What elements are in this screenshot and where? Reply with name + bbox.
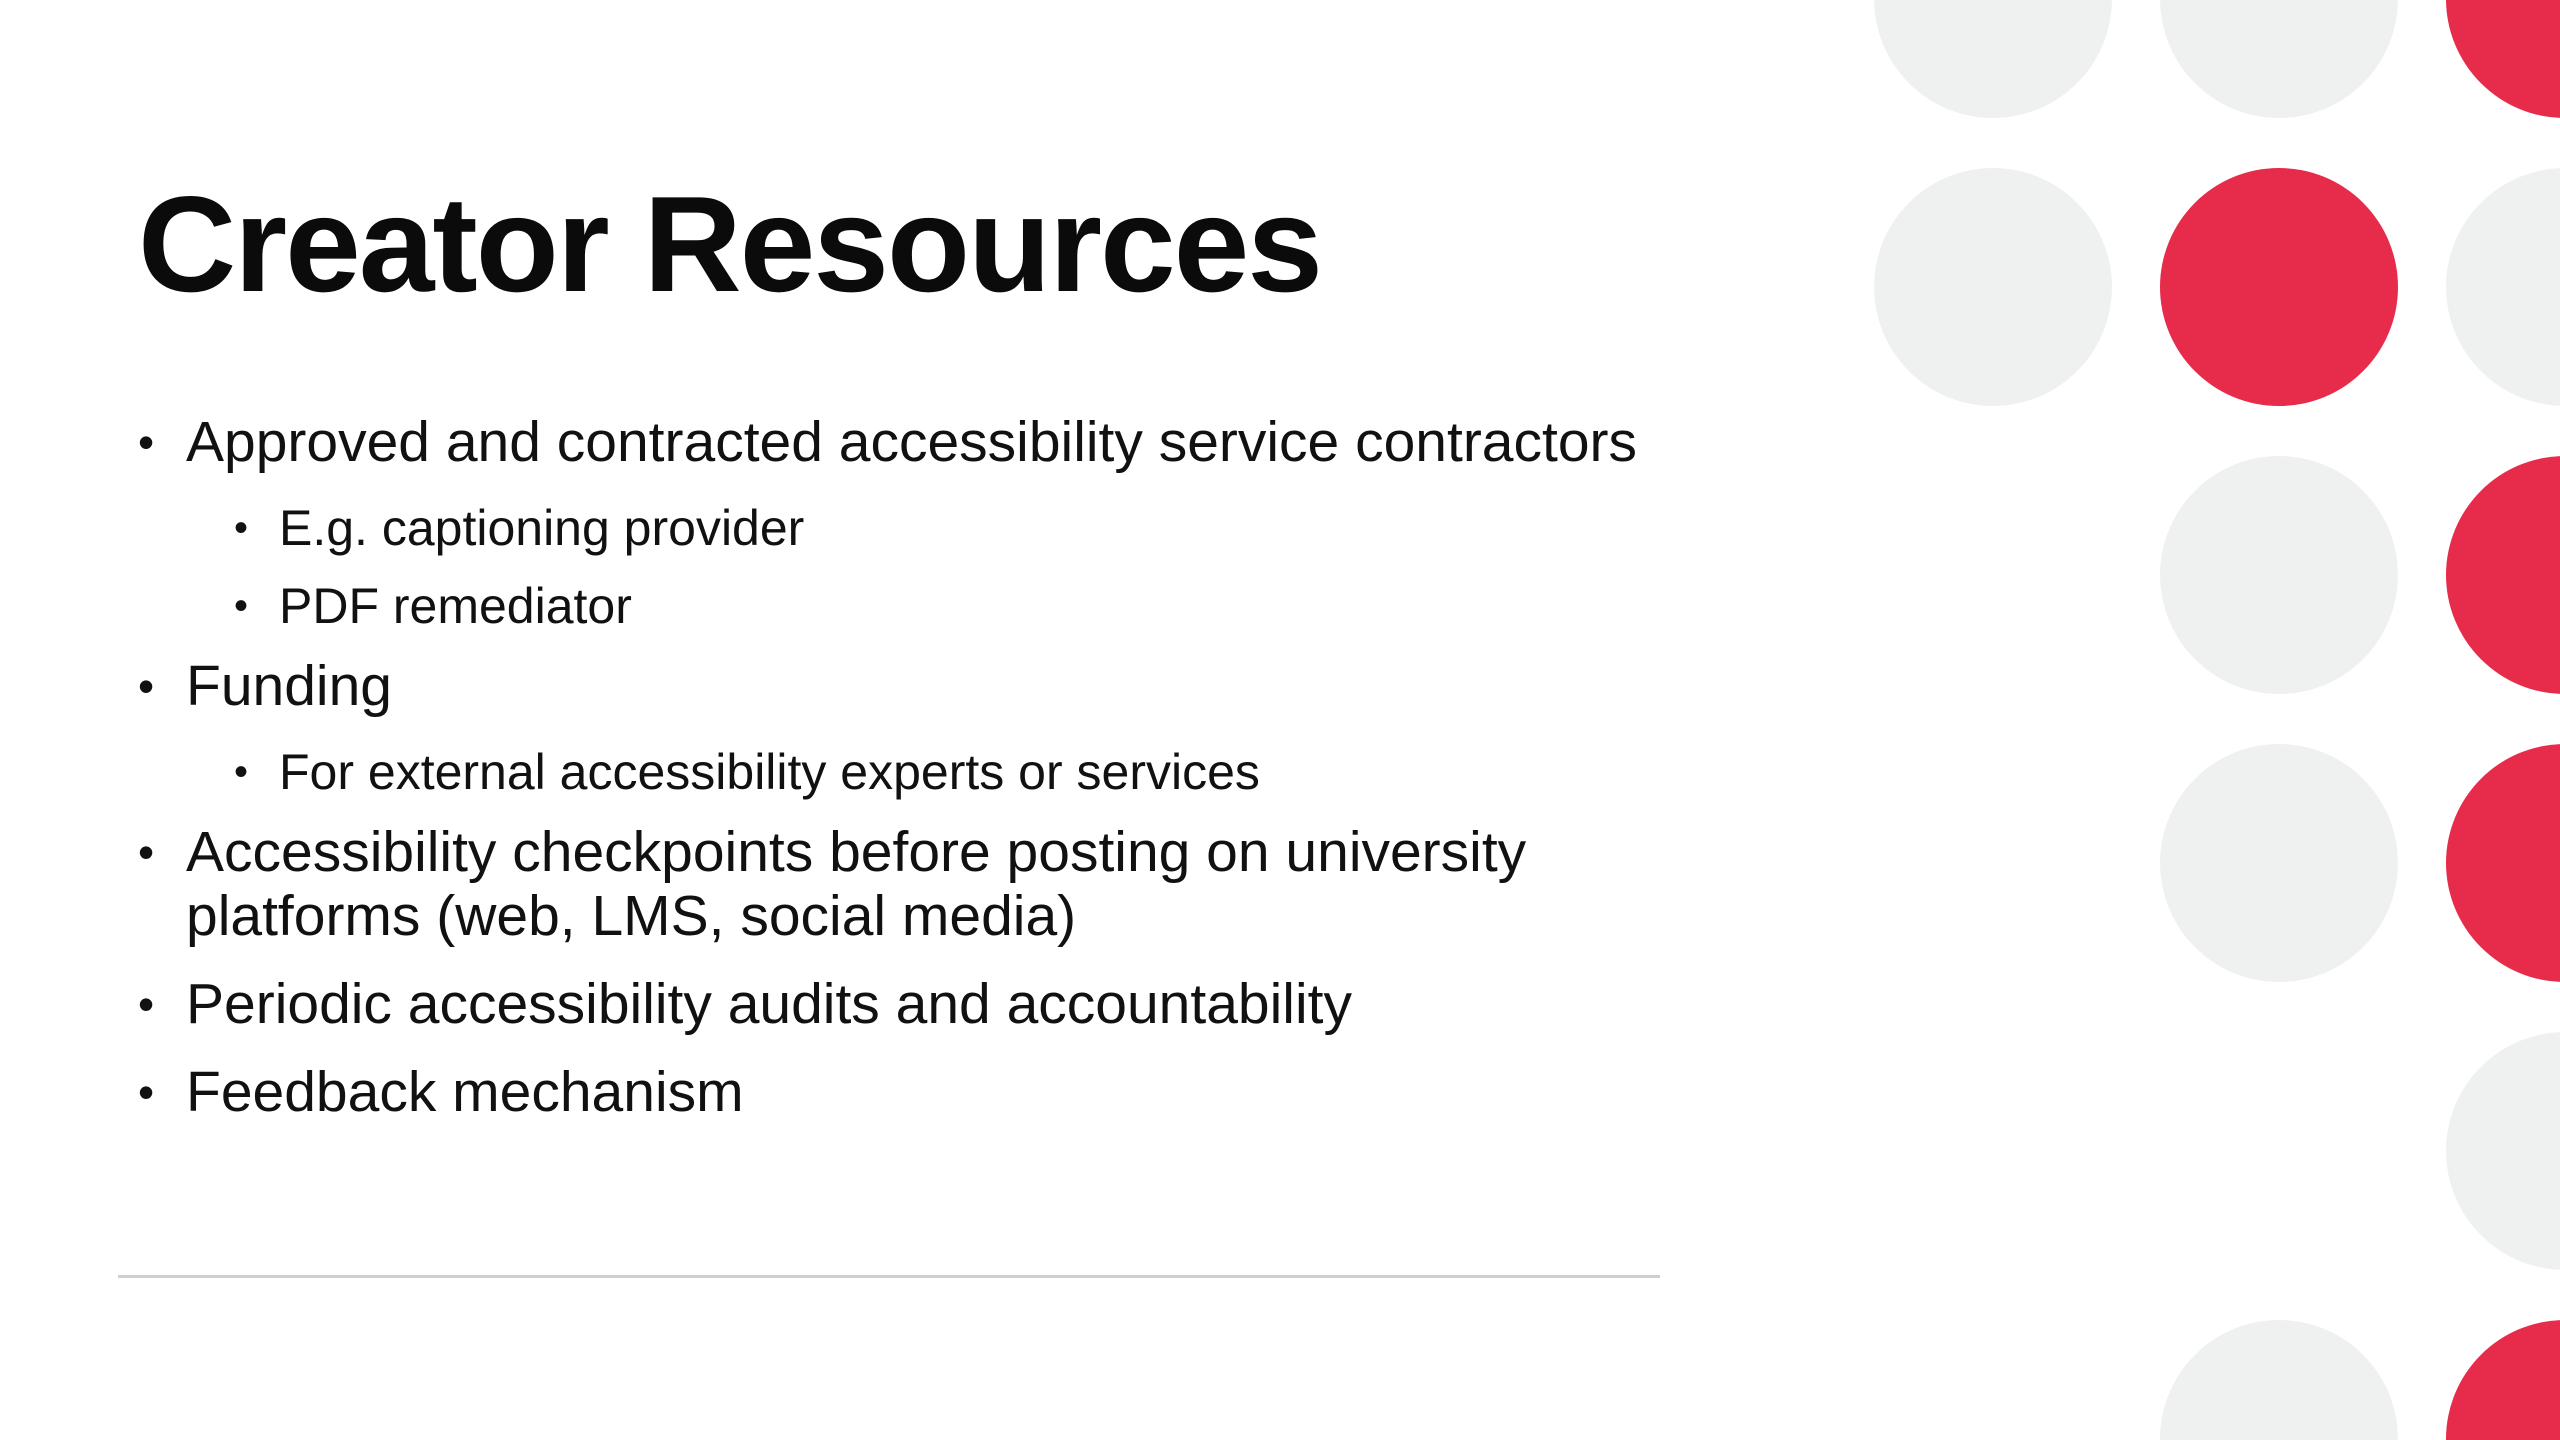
- sub-bullet-item: • For external accessibility experts or services: [234, 742, 1668, 802]
- bullet-item: • Feedback mechanism: [138, 1060, 1668, 1124]
- decor-dot: [2446, 168, 2560, 406]
- sub-bullet-item: • E.g. captioning provider: [234, 498, 1668, 558]
- bullet-item: • Funding: [138, 654, 1668, 718]
- slide-title: Creator Resources: [138, 168, 1321, 320]
- bullet-item: • Periodic accessibility audits and accountability: [138, 972, 1668, 1036]
- decor-dot: [2446, 456, 2560, 694]
- decor-dot: [2446, 1320, 2560, 1440]
- decor-dot: [2446, 0, 2560, 118]
- bullet-item: • Accessibility checkpoints before posting on university platforms (web, LMS, social media): [138, 820, 1668, 948]
- bullet-item: • Approved and contracted accessibility service contractors: [138, 410, 1668, 474]
- decor-dot: [2160, 744, 2398, 982]
- decor-dot: [2446, 744, 2560, 982]
- decor-dot: [2160, 1320, 2398, 1440]
- decor-dot: [2160, 168, 2398, 406]
- decor-dot: [2446, 1032, 2560, 1270]
- decor-dot: [2160, 456, 2398, 694]
- divider-line: [118, 1275, 1660, 1278]
- decor-dot: [1874, 168, 2112, 406]
- decor-dot: [1874, 0, 2112, 118]
- sub-bullet-item: • PDF remediator: [234, 576, 1668, 636]
- bullet-list: [138, 410, 1668, 1148]
- decor-dot: [2160, 0, 2398, 118]
